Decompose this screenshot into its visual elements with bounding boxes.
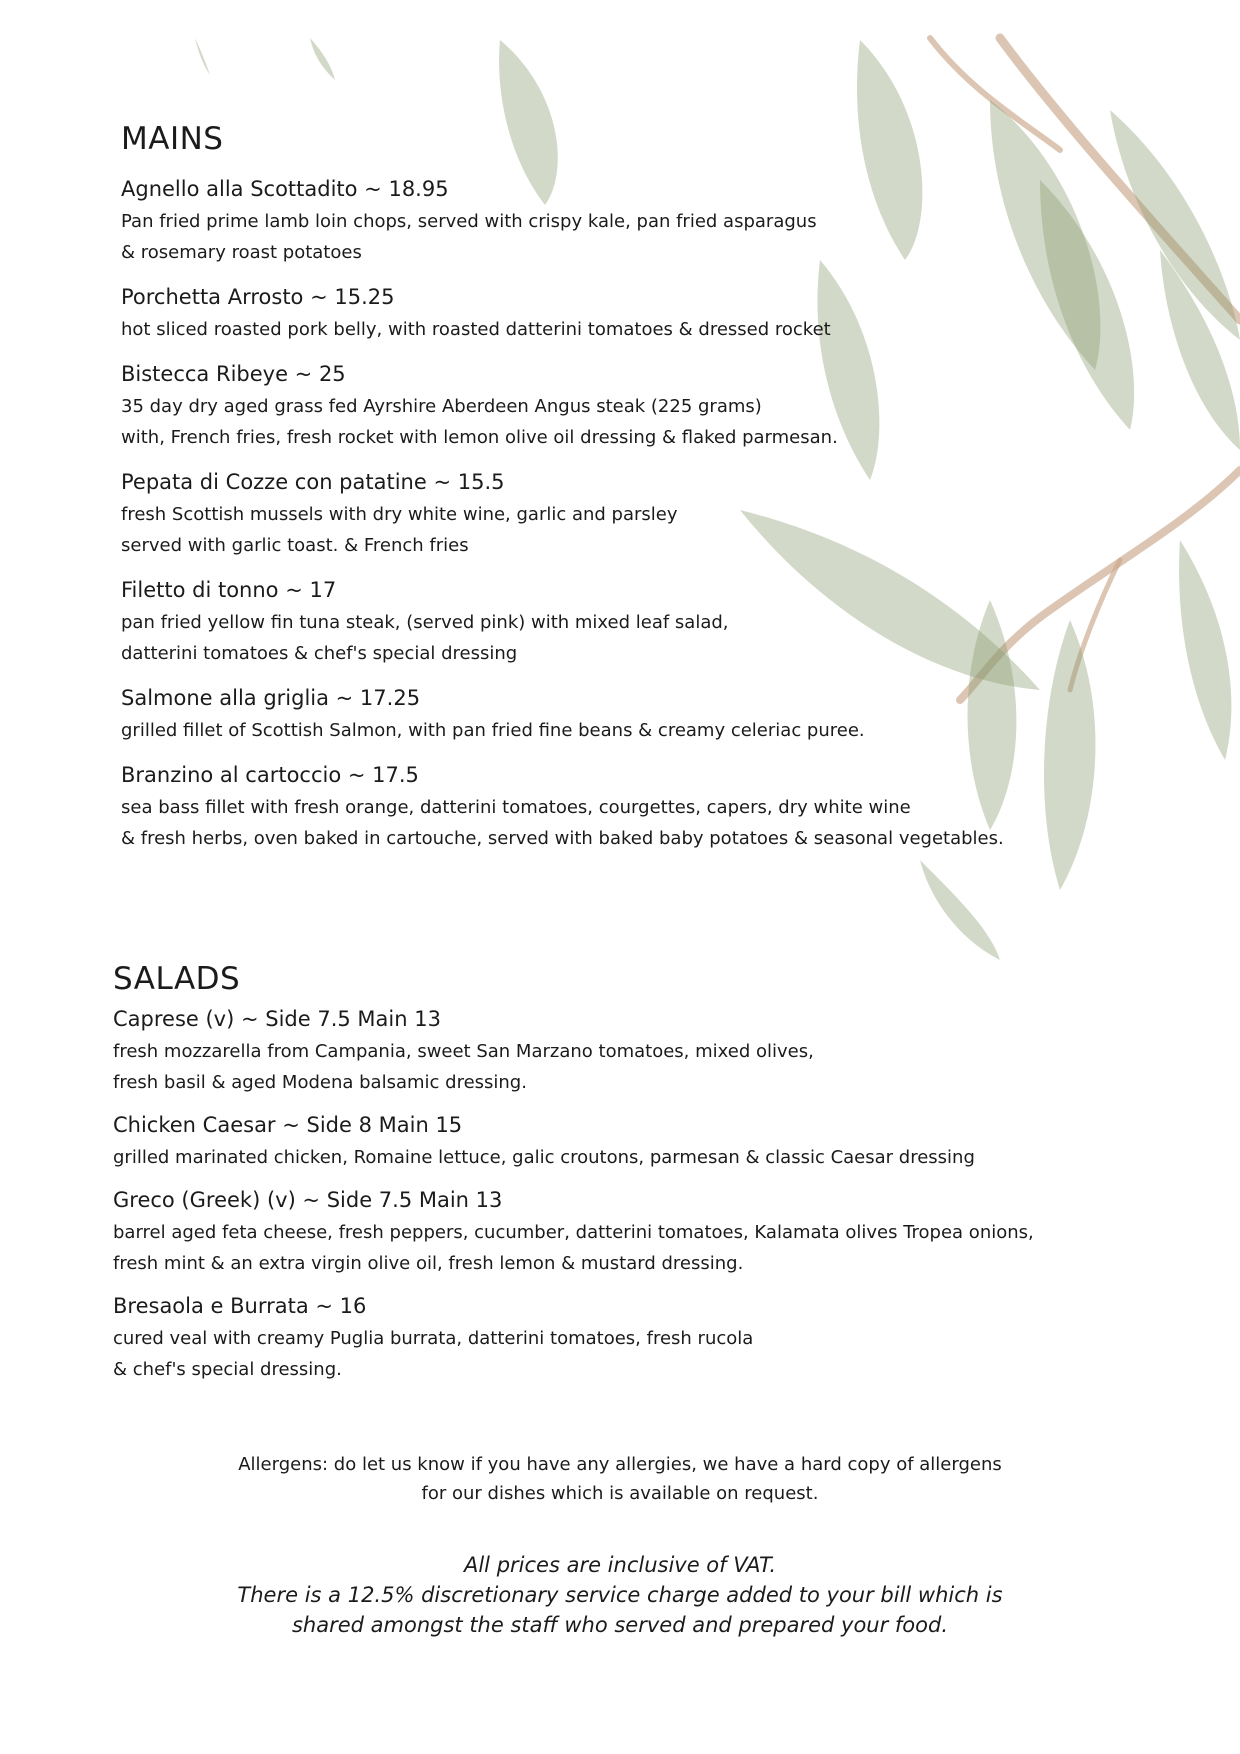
- menu-item-description: grilled fillet of Scottish Salmon, with pan fried fine beans & creamy celeriac puree.: [121, 720, 865, 741]
- menu-item-name: Greco (Greek) (v) ~ Side 7.5 Main 13: [113, 1188, 503, 1212]
- menu-item-description: cured veal with creamy Puglia burrata, datterini tomatoes, fresh rucola & chef's special dressing.: [113, 1328, 754, 1380]
- vat-note: All prices are inclusive of VAT. There is a 12.5% discretionary service charge added to your bill which is shared amongst the staff who served and prepared your food.: [237, 1553, 1003, 1637]
- salads-section: [113, 960, 1113, 1397]
- menu-item-description: sea bass fillet with fresh orange, datterini tomatoes, courgettes, capers, dry white wine & fresh herbs, oven baked in cartouche, served with baked baby potatoes & seasonal vegetables.: [121, 797, 1004, 849]
- menu-item-name: Bresaola e Burrata ~ 16: [113, 1294, 367, 1318]
- menu-item-description: grilled marinated chicken, Romaine lettuce, galic croutons, parmesan & classic Caesar dressing: [113, 1147, 975, 1168]
- salads-title: SALADS: [113, 961, 241, 997]
- menu-item: [121, 760, 1101, 854]
- salads-list: [113, 1004, 1113, 1385]
- mains-section: [121, 120, 1101, 868]
- menu-item-name: Branzino al cartoccio ~ 17.5: [121, 763, 419, 787]
- menu-item: [121, 359, 1101, 453]
- menu-item-name: Filetto di tonno ~ 17: [121, 578, 337, 602]
- menu-item-name: Bistecca Ribeye ~ 25: [121, 362, 346, 386]
- menu-item: [121, 282, 1101, 345]
- menu-item-description: fresh mozzarella from Campania, sweet San Marzano tomatoes, mixed olives, fresh basil & aged Modena balsamic dressing.: [113, 1041, 814, 1093]
- menu-item-description: hot sliced roasted pork belly, with roasted datterini tomatoes & dressed rocket: [121, 319, 831, 340]
- menu-item: [121, 575, 1101, 669]
- menu-item: [113, 1110, 1113, 1173]
- mains-title: MAINS: [121, 121, 224, 157]
- menu-item: [113, 1291, 1113, 1385]
- menu-item-name: Porchetta Arrosto ~ 15.25: [121, 285, 395, 309]
- mains-list: [121, 174, 1101, 854]
- menu-item: [121, 174, 1101, 268]
- menu-item-description: fresh Scottish mussels with dry white wine, garlic and parsley served with garlic toast. & French fries: [121, 504, 678, 556]
- menu-item-name: Caprese (v) ~ Side 7.5 Main 13: [113, 1007, 441, 1031]
- allergens-note: Allergens: do let us know if you have any allergies, we have a hard copy of allergens for our dishes which is available on request.: [238, 1454, 1002, 1504]
- menu-item-description: Pan fried prime lamb loin chops, served with crispy kale, pan fried asparagus & rosemary roast potatoes: [121, 211, 817, 263]
- menu-item-name: Agnello alla Scottadito ~ 18.95: [121, 177, 449, 201]
- menu-item-name: Pepata di Cozze con patatine ~ 15.5: [121, 470, 505, 494]
- menu-item: [113, 1185, 1113, 1279]
- menu-item: [121, 467, 1101, 561]
- menu-item-name: Salmone alla griglia ~ 17.25: [121, 686, 421, 710]
- menu-item-description: pan fried yellow fin tuna steak, (served pink) with mixed leaf salad, datterini tomatoes & chef's special dressing: [121, 612, 729, 664]
- menu-item-name: Chicken Caesar ~ Side 8 Main 15: [113, 1113, 463, 1137]
- menu-item-description: barrel aged feta cheese, fresh peppers, cucumber, datterini tomatoes, Kalamata olives Tropea onions, fresh mint & an extra virgin olive oil, fresh lemon & mustard dressing.: [113, 1222, 1034, 1274]
- menu-item: [113, 1004, 1113, 1098]
- menu-item-description: 35 day dry aged grass fed Ayrshire Aberdeen Angus steak (225 grams) with, French fries, fresh rocket with lemon olive oil dressing & flaked parmesan.: [121, 396, 838, 448]
- menu-item: [121, 683, 1101, 746]
